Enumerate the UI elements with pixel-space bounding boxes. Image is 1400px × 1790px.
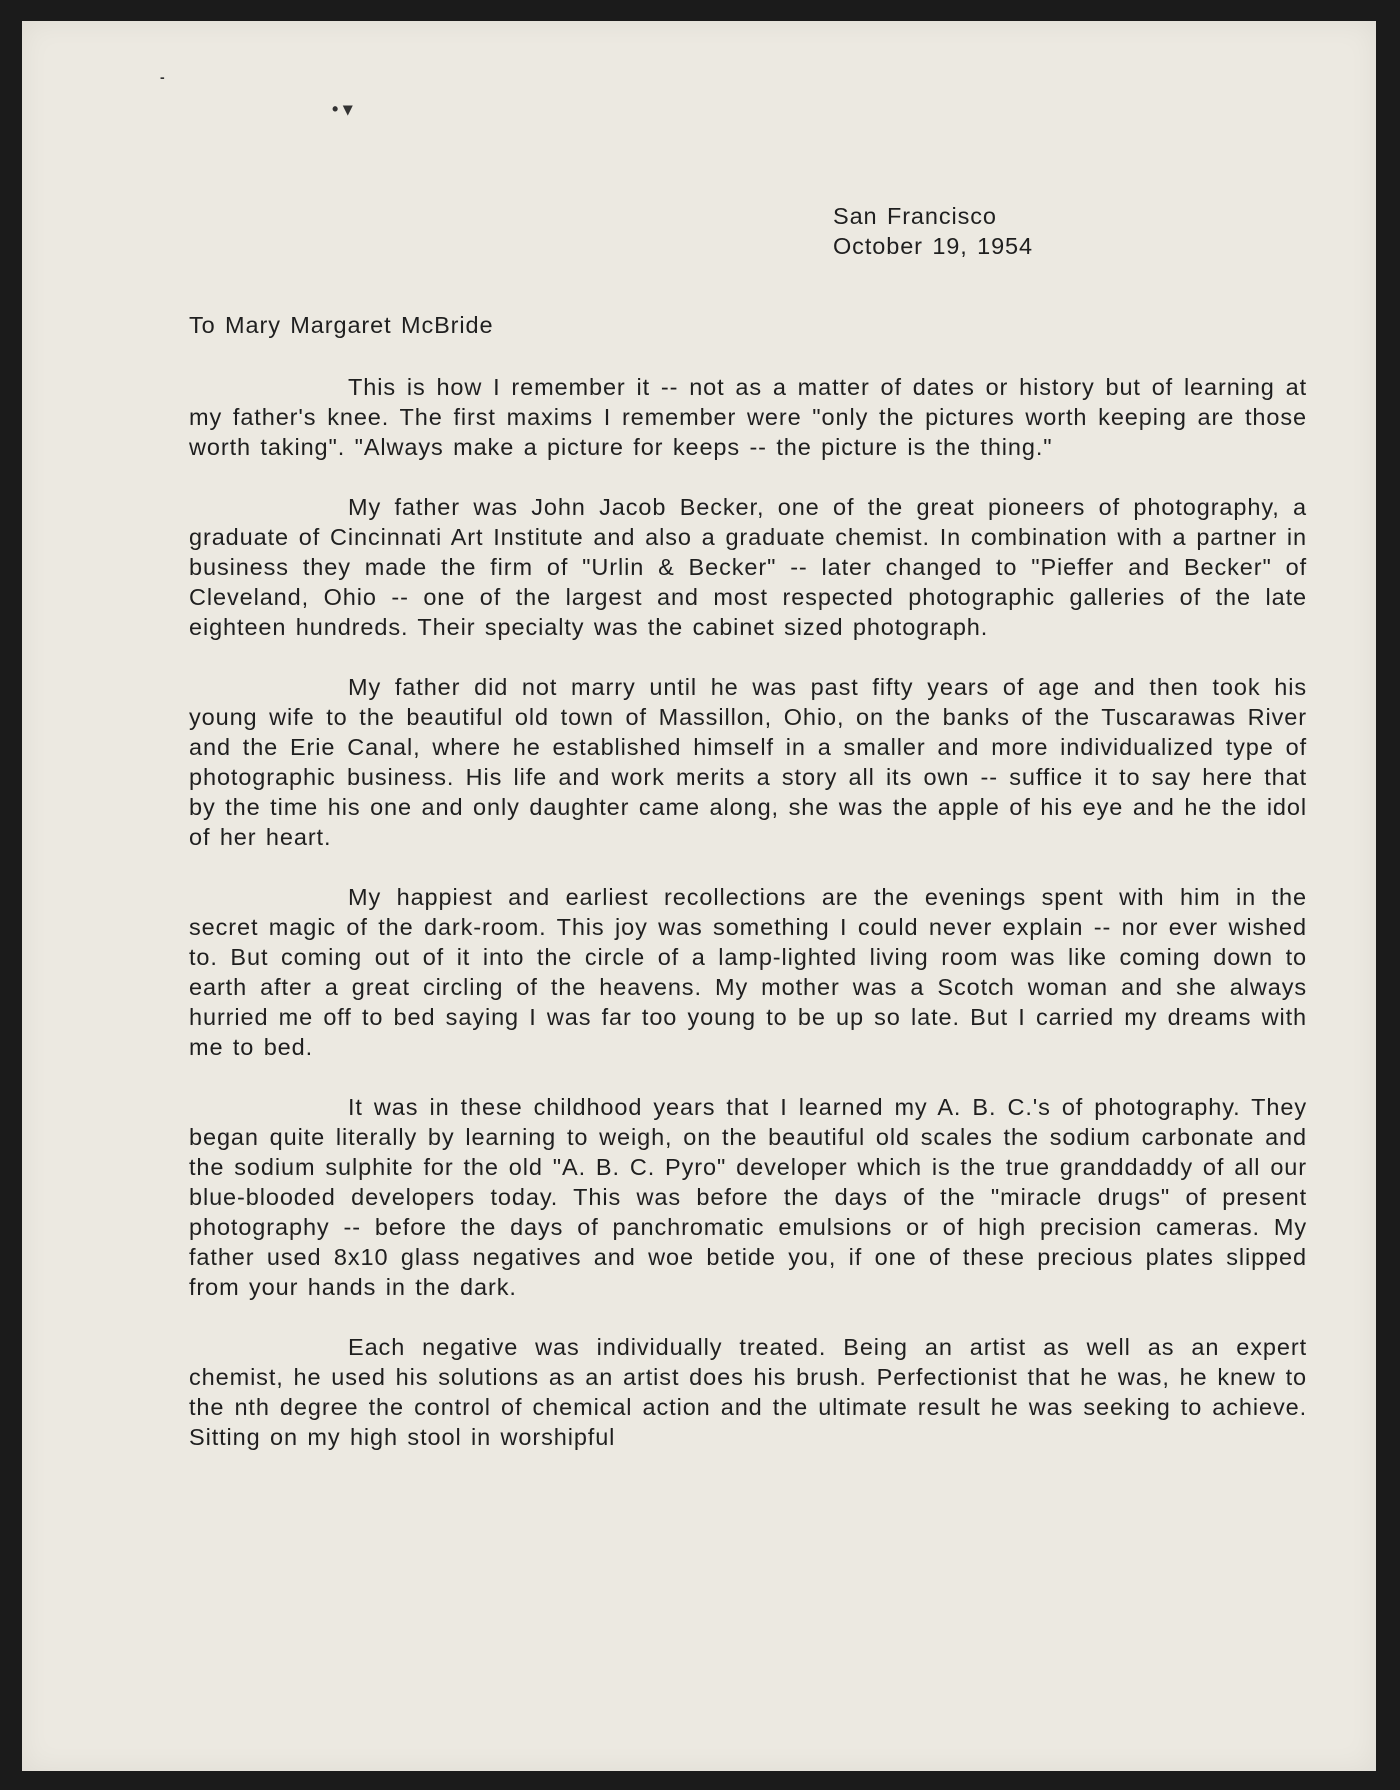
letter-date: October 19, 1954 (833, 233, 1033, 259)
letter-page (22, 21, 1376, 1771)
paper-speck: - (160, 69, 165, 85)
paragraph: My happiest and earliest recollections are the evenings spent with him in the secret magic of the dark-room. This joy was something I could never explain -- nor ever wished to. But coming out of it into the circle of a lamp-lighted living room was like coming down to earth after a great circling of the heavens. My mother was a Scotch woman and she always hurried me off to bed saying I was far too young to be up so late. But I carried my dreams with me to bed. (189, 884, 1307, 1060)
paragraph: My father did not marry until he was past fifty years of age and then took his young wife to the beautiful old town of Massillon, Ohio, on the banks of the Tuscarawas River and the Erie Canal, where he established himself in a smaller and more individualized type of photographic business. His life and work merits a story all its own -- suffice it to say here that by the time his one and only daughter came along, she was the apple of his eye and he the idol of her heart. (189, 674, 1307, 850)
letter-header (833, 201, 1033, 261)
paper-speck: • ▾ (332, 99, 353, 119)
paragraph: My father was John Jacob Becker, one of the great pioneers of photography, a graduate of Cincinnati Art Institute and also a graduate chemist. In combination with a partner in business they made the firm of "Urlin & Becker" -- later changed to "Pieffer and Becker" of Cleveland, Ohio -- one of the largest and most respected photographic galleries of the late eighteen hundreds. Their specialty was the cabinet sized photograph. (189, 494, 1307, 640)
letter-salutation: To Mary Margaret McBride (189, 312, 494, 338)
letter-body (189, 372, 1307, 1482)
paragraph: It was in these childhood years that I learned my A. B. C.'s of photography. They began quite literally by learning to weigh, on the beautiful old scales the sodium carbonate and the sodium sulphite for the old "A. B. C. Pyro" developer which is the true granddaddy of all our blue-blooded developers today. This was before the days of the "miracle drugs" of present photography -- before the days of panchromatic emulsions or of high precision cameras. My father used 8x10 glass negatives and woe betide you, if one of these precious plates slipped from your hands in the dark. (189, 1094, 1307, 1300)
letter-place: San Francisco (833, 203, 997, 229)
paragraph: Each negative was individually treated. Being an artist as well as an expert chemist, he used his solutions as an artist does his brush. Perfectionist that he was, he knew to the nth degree the control of chemical action and the ultimate result he was seeking to achieve. Sitting on my high stool in worshipful (189, 1334, 1307, 1450)
paragraph: This is how I remember it -- not as a matter of dates or history but of learning at my father's knee. The first maxims I remember were "only the pictures worth keeping are those worth taking". "Always make a picture for keeps -- the picture is the thing." (189, 374, 1307, 460)
